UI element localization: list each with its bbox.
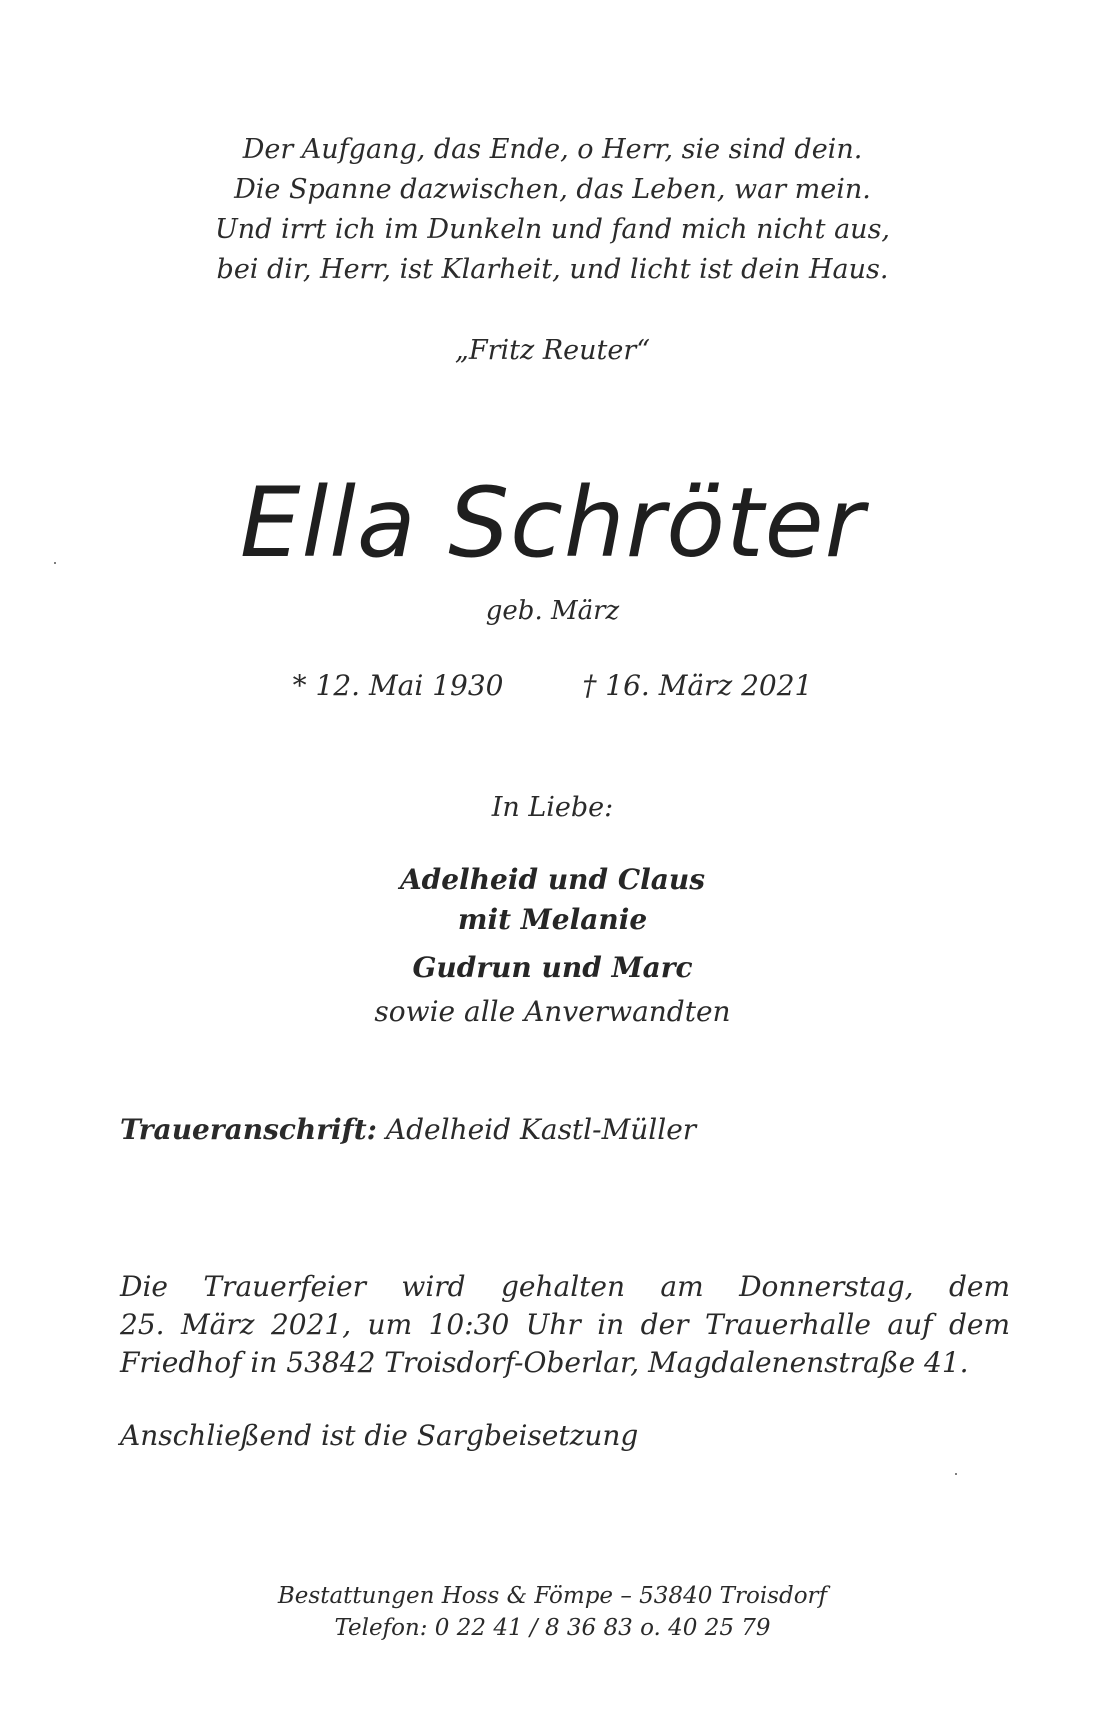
life-dates <box>0 668 1105 704</box>
scan-speck <box>54 562 56 564</box>
poem-author: „Fritz Reuter“ <box>454 335 651 366</box>
scan-speck <box>955 1473 957 1475</box>
address-value: Adelheid Kastl-Müller <box>377 1113 697 1146</box>
poem <box>0 130 1105 290</box>
burial-note: Anschließend ist die Sargbeisetzung <box>120 1419 639 1452</box>
mourning-address <box>120 1112 1010 1148</box>
funeral-home-footer <box>0 1580 1105 1644</box>
poem-line-3: Und irrt ich im Dunkeln und fand mich nicht aus, <box>214 214 891 245</box>
mourner-line-3: Gudrun und Marc <box>412 951 693 984</box>
deceased-name: Ella Schröter <box>239 467 866 579</box>
funeral-home-name: Bestattungen Hoss & Fömpe – 53840 Troisdorf <box>277 1583 828 1609</box>
mourner-line-2: mit Melanie <box>457 903 648 936</box>
address-label: Traueranschrift: <box>120 1113 377 1146</box>
maiden-name: geb. März <box>485 596 620 626</box>
funeral-home-phone: Telefon: 0 22 41 / 8 36 83 o. 40 25 79 <box>334 1615 771 1641</box>
ceremony-line-1: Die Trauerfeier wird gehalten am Donnerstag, dem <box>120 1270 1010 1303</box>
ceremony-line-3: Friedhof in 53842 Troisdorf-Oberlar, Magdalenenstraße 41. <box>120 1346 969 1379</box>
mourners-intro: In Liebe: <box>491 792 614 823</box>
mourners-list <box>0 860 1105 1032</box>
poem-line-2: Die Spanne dazwischen, das Leben, war mein. <box>234 174 871 205</box>
ceremony-text <box>120 1268 1010 1382</box>
ceremony-line-2: 25. März 2021, um 10:30 Uhr in der Trauerhalle auf dem <box>120 1308 1010 1341</box>
birth-date: * 12. Mai 1930 <box>292 669 504 702</box>
mourner-line-1: Adelheid und Claus <box>399 863 706 896</box>
poem-line-1: Der Aufgang, das Ende, o Herr, sie sind dein. <box>242 134 863 165</box>
poem-line-4: bei dir, Herr, ist Klarheit, und licht ist dein Haus. <box>216 254 889 285</box>
mourner-line-4: sowie alle Anverwandten <box>374 995 731 1028</box>
death-date: † 16. März 2021 <box>582 669 813 702</box>
